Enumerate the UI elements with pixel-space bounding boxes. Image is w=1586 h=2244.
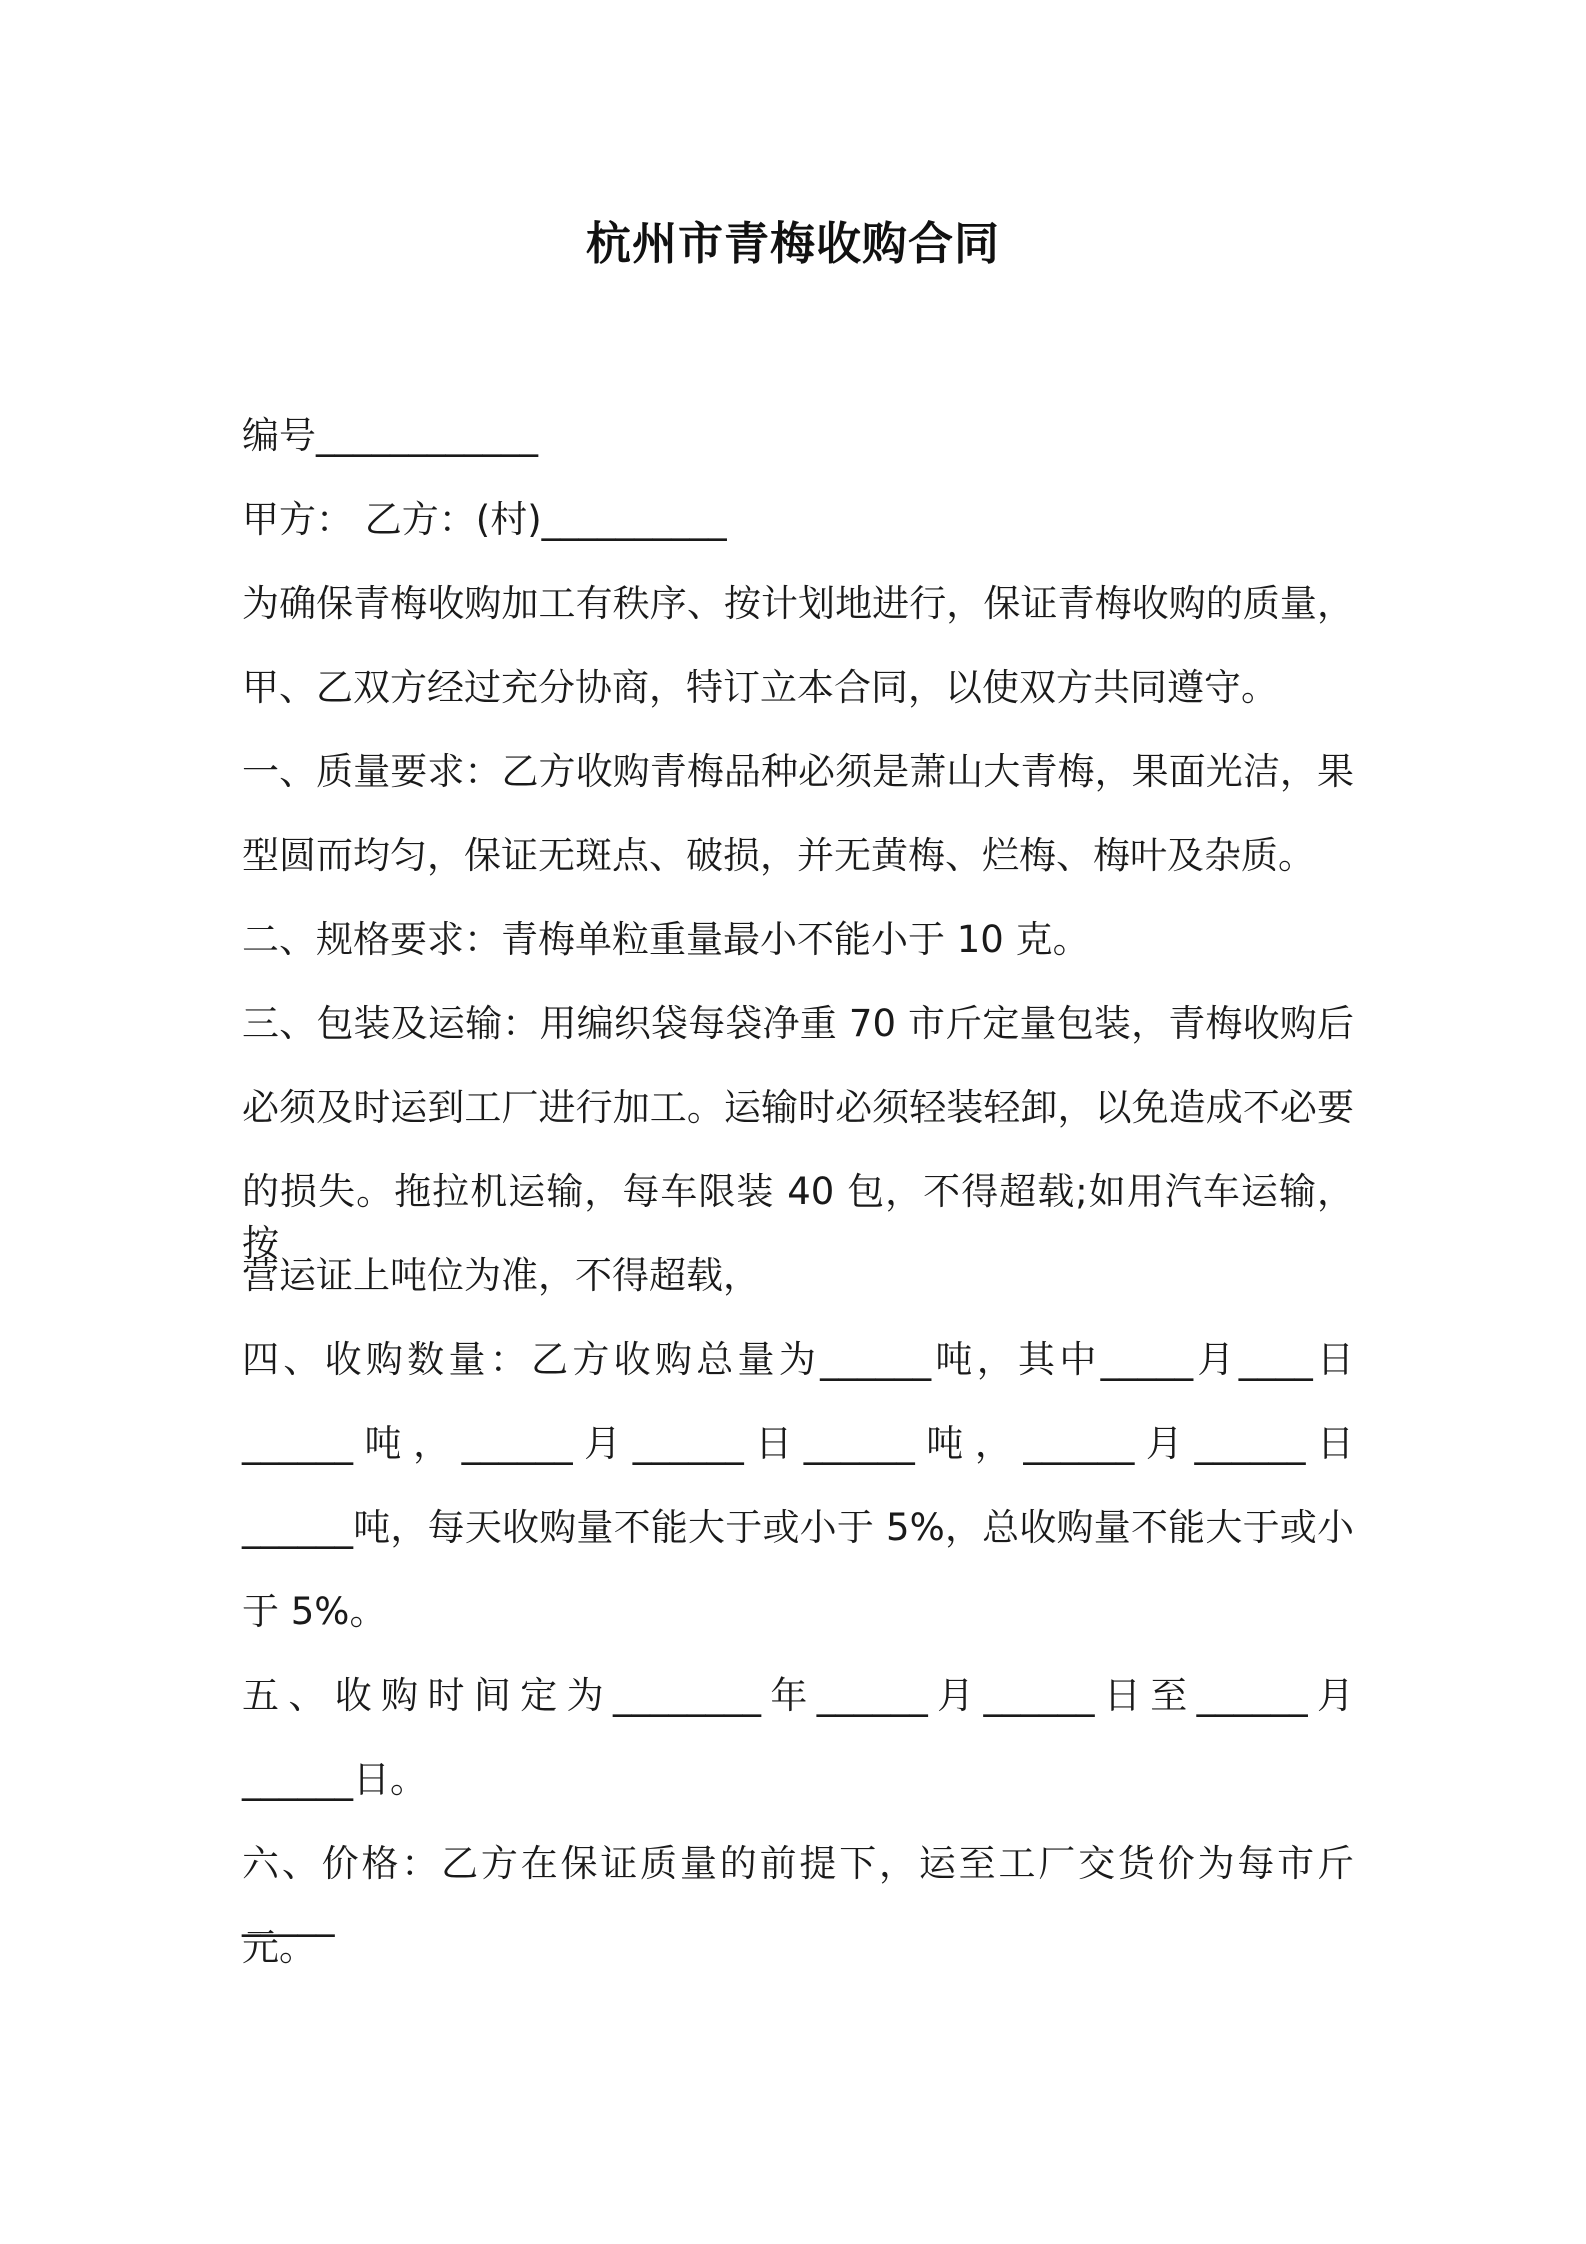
- clause-6-line: 六、价格：乙方在保证质量的前提下，运至工厂交货价为每市斤_____: [242, 1842, 1354, 1937]
- contract-number-line: 编号____________: [242, 414, 538, 457]
- clause-1-line: 一、质量要求：乙方收购青梅品种必须是萧山大青梅，果面光洁，果: [242, 750, 1354, 793]
- clause-1-line: 型圆而均匀，保证无斑点、破损，并无黄梅、烂梅、梅叶及杂质。: [242, 834, 1315, 877]
- document-title: 杭州市青梅收购合同: [585, 217, 1000, 270]
- clause-3-line: 的损失。拖拉机运输，每车限装 40 包，不得超载;如用汽车运输，按: [242, 1170, 1354, 1265]
- clause-4-line: 四、收购数量：乙方收购总量为______吨，其中_____月____日: [242, 1338, 1354, 1381]
- clause-4-line: ______吨，每天收购量不能大于或小于 5%，总收购量不能大于或小: [242, 1506, 1354, 1549]
- clause-3-line: 营运证上吨位为准，不得超载，: [242, 1254, 760, 1297]
- clause-2-line: 二、规格要求：青梅单粒重量最小不能小于 10 克。: [242, 918, 1090, 961]
- paragraph-line: 甲、乙双方经过充分协商，特订立本合同，以使双方共同遵守。: [242, 666, 1278, 709]
- parties-line: 甲方： 乙方：(村)__________: [242, 498, 727, 541]
- paragraph-line: 为确保青梅收购加工有秩序、按计划地进行，保证青梅收购的质量，: [242, 582, 1354, 625]
- clause-5-line: ______日。: [242, 1758, 427, 1801]
- clause-3-line: 必须及时运到工厂进行加工。运输时必须轻装轻卸，以免造成不必要: [242, 1086, 1354, 1129]
- clause-3-line: 三、包装及运输：用编织袋每袋净重 70 市斤定量包装，青梅收购后: [242, 1002, 1354, 1045]
- clause-6-line: 元。: [242, 1926, 316, 1969]
- clause-5-line: 五、收购时间定为________年______月______日至______月: [242, 1674, 1354, 1717]
- clause-4-line: 于 5%。: [242, 1590, 387, 1633]
- clause-4-line: ______吨，______月______日______吨，______月______日: [242, 1422, 1354, 1465]
